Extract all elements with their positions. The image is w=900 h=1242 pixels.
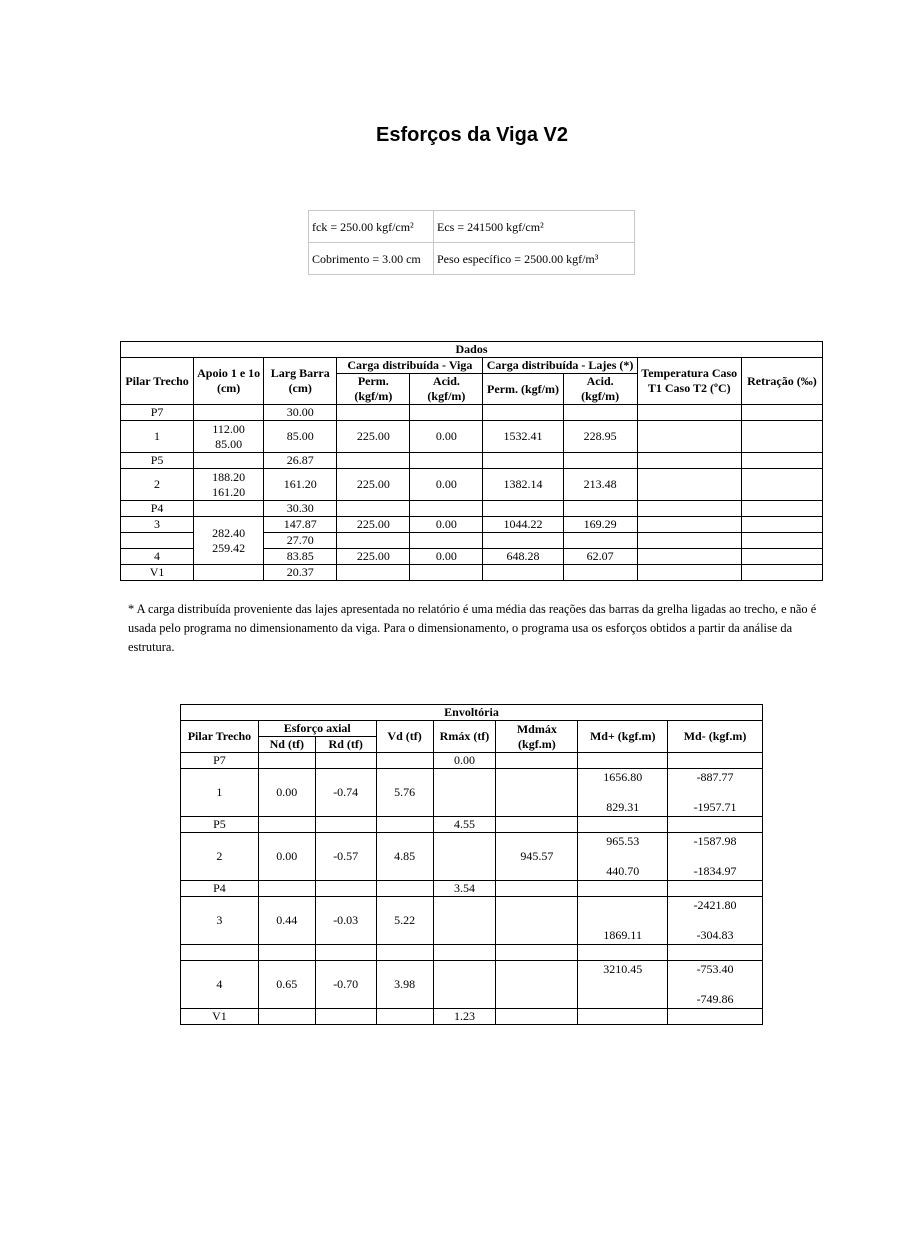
table-row: 3 0.44 -0.03 5.22 1869.11 -2421.80 -304.83: [181, 897, 763, 945]
header-md-plus: Md+ (kgf.m): [578, 721, 668, 753]
envoltoria-table: [180, 704, 763, 1025]
header-apoio: Apoio 1 e 1o (cm): [194, 358, 264, 405]
header-viga-acid: Acid. (kgf/m): [410, 374, 483, 405]
table-row: 3 282.40 259.42 147.87 225.00 0.00 1044.22 169.29: [121, 517, 823, 533]
page-title: Esforços da Viga V2: [376, 124, 568, 146]
table-row: P4 30.30: [121, 501, 823, 517]
table-row: 1 0.00 -0.74 5.76 1656.80 829.31 -887.77 -1957.71: [181, 769, 763, 817]
header-md-minus: Md- (kgf.m): [668, 721, 763, 753]
table-row: 27.70: [121, 533, 823, 549]
header-rd: Rd (tf): [315, 737, 376, 753]
header-nd: Nd (tf): [258, 737, 315, 753]
footnote: * A carga distribuída proveniente das lajes apresentada no relatório é uma média das reações das barras da grelha ligadas ao trecho, e não é usada pelo programa no dimensionamento da viga. Para o dimensionamento, o programa usa os esforços obtidos a partir da análise da estrutura.: [128, 602, 817, 654]
dados-title: Dados: [121, 342, 823, 358]
header-mdmax: Mdmáx (kgf.m): [496, 721, 578, 753]
header-rmax: Rmáx (tf): [433, 721, 496, 753]
ecs-cell: Ecs = 241500 kgf/cm²: [434, 211, 635, 243]
header-viga-perm: Perm. (kgf/m): [337, 374, 410, 405]
table-row: 2 188.20 161.20 161.20 225.00 0.00 1382.14 213.48: [121, 469, 823, 501]
fck-cell: fck = 250.00 kgf/cm²: [309, 211, 434, 243]
header-lajes-perm: Perm. (kgf/m): [483, 374, 563, 405]
material-properties-table: [308, 210, 635, 275]
table-row: 4 0.65 -0.70 3.98 3210.45 -753.40 -749.86: [181, 961, 763, 1009]
cobrimento-cell: Cobrimento = 3.00 cm: [309, 243, 434, 275]
table-row: P7 0.00: [181, 753, 763, 769]
table-row: V1 20.37: [121, 565, 823, 581]
peso-especifico-cell: Peso específico = 2500.00 kgf/m³: [434, 243, 635, 275]
table-row: P7 30.00: [121, 405, 823, 421]
header-temperatura: Temperatura Caso T1 Caso T2 (ºC): [637, 358, 741, 405]
header-lajes-acid: Acid. (kgf/m): [563, 374, 637, 405]
table-row: 4 83.85 225.00 0.00 648.28 62.07: [121, 549, 823, 565]
table-row: 1 112.00 85.00 85.00 225.00 0.00 1532.41 228.95: [121, 421, 823, 453]
header-retracao: Retração (‰): [741, 358, 822, 405]
envoltoria-title: Envoltória: [181, 705, 763, 721]
table-row: [181, 945, 763, 961]
header-carga-viga: Carga distribuída - Viga: [337, 358, 483, 374]
table-row: P5 4.55: [181, 817, 763, 833]
table-row: P4 3.54: [181, 881, 763, 897]
header-pilar-trecho: Pilar Trecho: [181, 721, 259, 753]
header-larg-barra: Larg Barra (cm): [264, 358, 337, 405]
dados-table: [120, 341, 823, 581]
table-row: P5 26.87: [121, 453, 823, 469]
header-pilar-trecho: Pilar Trecho: [121, 358, 194, 405]
header-carga-lajes: Carga distribuída - Lajes (*): [483, 358, 637, 374]
table-row: 2 0.00 -0.57 4.85 945.57 965.53 440.70 -1587.98 -1834.97: [181, 833, 763, 881]
header-esforco-axial: Esforço axial: [258, 721, 376, 737]
table-row: V1 1.23: [181, 1009, 763, 1025]
header-vd: Vd (tf): [376, 721, 433, 753]
